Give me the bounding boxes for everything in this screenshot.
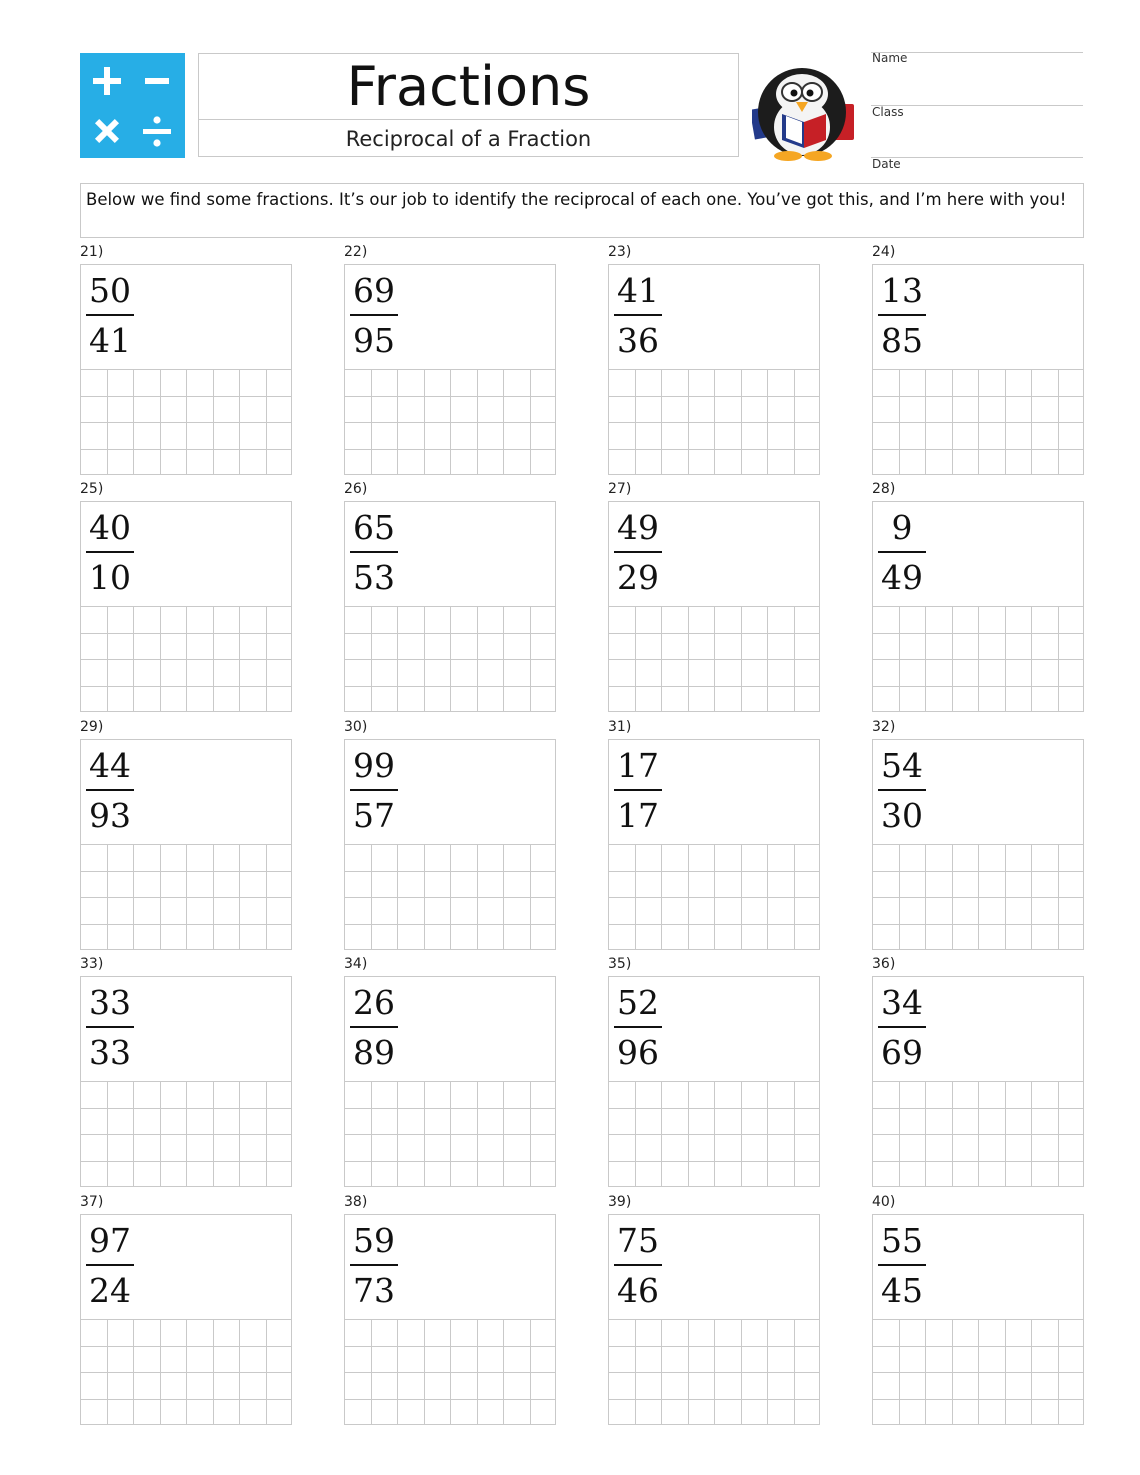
answer-work-grid[interactable] [608,606,820,712]
denominator: 45 [881,1271,923,1310]
answer-work-grid[interactable] [608,844,820,950]
answer-work-grid[interactable] [872,844,1084,950]
fraction-box [872,976,1084,1082]
denominator: 89 [353,1033,395,1072]
problem-number: 37) [80,1194,104,1210]
fraction [878,506,926,600]
fraction-box [80,976,292,1082]
fraction-bar [614,314,662,316]
fraction [350,1219,398,1313]
fraction-box [80,1214,292,1320]
numerator: 99 [353,746,395,785]
problem-number: 26) [344,481,368,497]
denominator: 73 [353,1271,395,1310]
class-field[interactable] [871,105,1083,106]
fraction-box [80,739,292,845]
fraction-bar [86,314,134,316]
denominator: 30 [881,796,923,835]
answer-work-grid[interactable] [608,369,820,475]
numerator: 75 [617,1221,659,1260]
numerator: 13 [881,271,923,310]
numerator: 44 [89,746,131,785]
fraction-bar [878,1264,926,1266]
fraction-box [344,739,556,845]
answer-work-grid[interactable] [344,1081,556,1187]
answer-work-grid[interactable] [80,369,292,475]
problem-number: 35) [608,956,632,972]
numerator: 33 [89,983,131,1022]
denominator: 95 [353,321,395,360]
answer-work-grid[interactable] [344,1319,556,1425]
date-label: Date [872,157,901,171]
numerator: 26 [353,983,395,1022]
answer-work-grid[interactable] [872,1319,1084,1425]
fraction-bar [614,551,662,553]
problem-number: 33) [80,956,104,972]
numerator: 55 [881,1221,923,1260]
fraction-bar [86,1026,134,1028]
fraction [350,744,398,838]
fraction [614,981,662,1075]
denominator: 57 [353,796,395,835]
fraction-box [608,1214,820,1320]
problem-number: 27) [608,481,632,497]
numerator: 59 [353,1221,395,1260]
class-label: Class [872,105,904,119]
fraction-bar [614,789,662,791]
denominator: 41 [89,321,131,360]
fraction [614,1219,662,1313]
fraction [86,744,134,838]
denominator: 46 [617,1271,659,1310]
denominator: 96 [617,1033,659,1072]
fraction-box [80,501,292,607]
problem-number: 29) [80,719,104,735]
answer-work-grid[interactable] [344,606,556,712]
fraction-box [872,739,1084,845]
fraction [878,744,926,838]
denominator: 49 [881,558,923,597]
fraction-box [608,501,820,607]
fraction [614,744,662,838]
problem-number: 23) [608,244,632,260]
name-label: Name [872,51,908,65]
problem-number: 38) [344,1194,368,1210]
fraction [878,269,926,363]
fraction-box [80,264,292,370]
fraction-box [344,501,556,607]
name-field[interactable] [871,52,1083,53]
fraction [86,506,134,600]
numerator: 34 [881,983,923,1022]
answer-work-grid[interactable] [80,1081,292,1187]
fraction [614,506,662,600]
fraction-bar [878,314,926,316]
fraction [614,269,662,363]
numerator: 41 [617,271,659,310]
fraction-bar [350,551,398,553]
fraction-box [872,501,1084,607]
numerator: 97 [89,1221,131,1260]
fraction-bar [350,314,398,316]
numerator: 17 [617,746,659,785]
numerator: 9 [891,508,913,547]
denominator: 10 [89,558,131,597]
numerator: 52 [617,983,659,1022]
problem-number: 24) [872,244,896,260]
numerator: 65 [353,508,395,547]
fraction-bar [878,551,926,553]
denominator: 33 [89,1033,131,1072]
problem-number: 25) [80,481,104,497]
problem-number: 34) [344,956,368,972]
answer-work-grid[interactable] [872,606,1084,712]
worksheet-title: Fractions [346,55,591,118]
problem-number: 28) [872,481,896,497]
worksheet-subtitle: Reciprocal of a Fraction [345,127,592,151]
problem-number: 40) [872,1194,896,1210]
fraction-bar [614,1264,662,1266]
fraction [350,981,398,1075]
fraction [878,1219,926,1313]
fraction [350,269,398,363]
fraction-bar [614,1026,662,1028]
numerator: 49 [617,508,659,547]
date-field[interactable] [871,157,1083,158]
numerator: 54 [881,746,923,785]
fraction-box [872,264,1084,370]
fraction-bar [86,1264,134,1266]
title-divider [199,119,738,120]
denominator: 53 [353,558,395,597]
answer-work-grid[interactable] [872,369,1084,475]
numerator: 69 [353,271,395,310]
problem-number: 21) [80,244,104,260]
problem-number: 22) [344,244,368,260]
fraction-bar [878,789,926,791]
denominator: 24 [89,1271,131,1310]
fraction-box [608,264,820,370]
fraction-bar [350,1026,398,1028]
fraction-bar [86,789,134,791]
penguin-mascot-icon [752,52,858,162]
problem-number: 36) [872,956,896,972]
fraction-bar [350,789,398,791]
fraction-box [344,1214,556,1320]
math-operations-icon [80,53,185,158]
answer-work-grid[interactable] [608,1081,820,1187]
fraction-bar [86,551,134,553]
fraction-box [344,264,556,370]
answer-work-grid[interactable] [344,369,556,475]
answer-work-grid[interactable] [80,606,292,712]
numerator: 40 [89,508,131,547]
fraction-box [608,976,820,1082]
fraction [878,981,926,1075]
instructions-text: Below we find some fractions. It’s our job to identify the reciprocal of each one. You’ve got this, and I’m here with you! [80,183,1084,238]
denominator: 29 [617,558,659,597]
denominator: 93 [89,796,131,835]
answer-work-grid[interactable] [608,1319,820,1425]
fraction [350,506,398,600]
title-box [198,53,739,157]
problem-number: 32) [872,719,896,735]
fraction-box [608,739,820,845]
numerator: 50 [89,271,131,310]
denominator: 85 [881,321,923,360]
answer-work-grid[interactable] [872,1081,1084,1187]
problem-number: 39) [608,1194,632,1210]
fraction [86,269,134,363]
denominator: 17 [617,796,659,835]
answer-work-grid[interactable] [80,1319,292,1425]
answer-work-grid[interactable] [80,844,292,950]
denominator: 69 [881,1033,923,1072]
fraction-box [872,1214,1084,1320]
answer-work-grid[interactable] [344,844,556,950]
fraction-bar [350,1264,398,1266]
fraction [86,1219,134,1313]
problem-number: 30) [344,719,368,735]
fraction-bar [878,1026,926,1028]
fraction-box [344,976,556,1082]
denominator: 36 [617,321,659,360]
problem-number: 31) [608,719,632,735]
fraction [86,981,134,1075]
